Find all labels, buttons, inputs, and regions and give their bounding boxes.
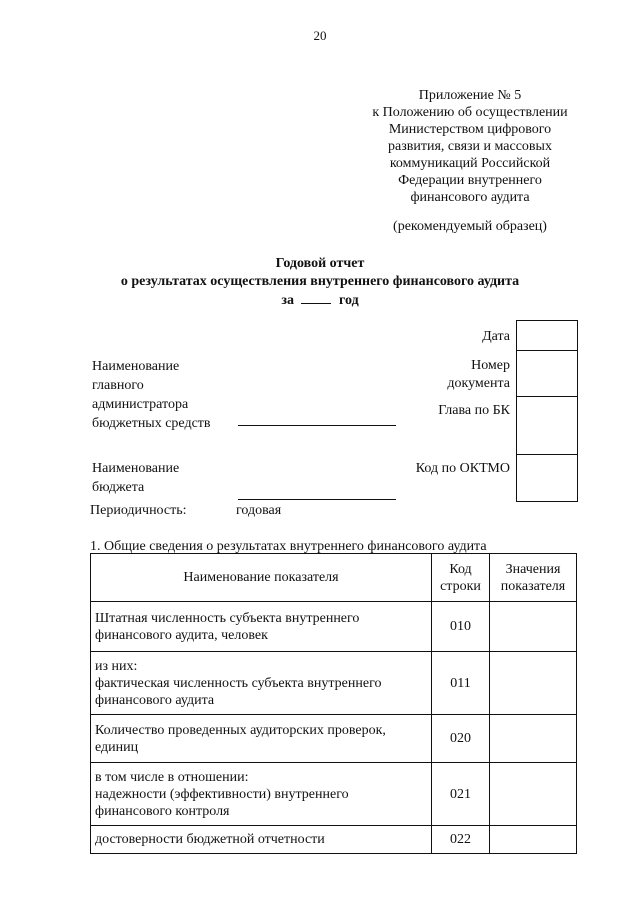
indicator-name — [91, 763, 432, 826]
indicator-name — [91, 826, 432, 854]
admin-name-label-line: главного — [92, 378, 144, 393]
admin-name-label — [92, 357, 211, 433]
row-code: 020 — [432, 715, 490, 763]
appendix-line: финансового аудита — [410, 190, 530, 205]
header-row-code — [432, 554, 490, 602]
oktmo-code-box[interactable] — [516, 454, 578, 502]
indicator-name — [91, 715, 432, 763]
appendix-line: коммуникаций Российской — [389, 156, 551, 171]
date-code-box[interactable] — [516, 320, 578, 351]
doc-number-code-box[interactable] — [516, 350, 578, 397]
table-row — [91, 652, 577, 715]
admin-name-field[interactable] — [238, 425, 396, 426]
admin-name-label-line: администратора — [92, 397, 189, 412]
appendix-line: Федерации внутреннего — [398, 173, 542, 188]
budget-name-label-line: Наименование — [92, 461, 180, 476]
indicator-value-cell[interactable] — [490, 715, 577, 763]
indicator-name-line: единиц — [95, 739, 139, 755]
indicator-name-line: Количество проведенных аудиторских проверок, — [95, 722, 386, 738]
indicator-name-line: финансового аудита, человек — [95, 627, 268, 643]
indicator-name-line: финансового контроля — [95, 803, 230, 819]
table-row — [91, 826, 577, 854]
row-code: 021 — [432, 763, 490, 826]
year-prefix: за — [281, 293, 294, 308]
table-row — [91, 763, 577, 826]
admin-name-label-line: бюджетных средств — [92, 416, 211, 431]
table-header-row — [91, 554, 577, 602]
indicator-value-cell[interactable] — [490, 602, 577, 652]
indicator-name-line: надежности (эффективности) внутреннего — [95, 786, 349, 802]
header-indicator-value — [490, 554, 577, 602]
row-code: 022 — [432, 826, 490, 854]
appendix-header — [340, 87, 600, 206]
appendix-line: к Положению об осуществлении — [372, 105, 568, 120]
periodicity-label: Периодичность: — [90, 503, 187, 518]
oktmo-label: Код по ОКТМО — [415, 461, 510, 476]
report-title: Годовой отчет — [275, 256, 365, 271]
budget-name-label-line: бюджета — [92, 480, 145, 495]
page-number: 20 — [313, 28, 327, 43]
report-year-line — [0, 291, 640, 310]
sample-label: (рекомендуемый образец) — [393, 219, 547, 234]
year-blank-field[interactable] — [301, 291, 331, 304]
appendix-line: развития, связи и массовых — [388, 139, 552, 154]
row-code: 011 — [432, 652, 490, 715]
section-title: 1. Общие сведения о результатах внутреннего финансового аудита — [90, 539, 487, 554]
report-subtitle: о результатах осуществления внутреннего финансового аудита — [120, 274, 520, 289]
indicators-table — [90, 553, 577, 854]
indicator-name-line: фактическая численность субъекта внутреннего — [95, 675, 382, 691]
admin-name-label-line: Наименование — [92, 359, 180, 374]
indicator-name-line: финансового аудита — [95, 692, 215, 708]
doc-number-label — [447, 357, 510, 393]
indicator-name — [91, 602, 432, 652]
header-row-code-line: Код — [449, 561, 472, 577]
indicator-name-line: достоверности бюджетной отчетности — [95, 832, 325, 847]
indicator-value-cell[interactable] — [490, 763, 577, 826]
appendix-line: Министерством цифрового — [388, 122, 552, 137]
periodicity-value: годовая — [236, 503, 282, 518]
indicator-value-cell[interactable] — [490, 826, 577, 854]
chapter-bk-code-box[interactable] — [516, 396, 578, 455]
indicator-name-line: Штатная численность субъекта внутреннего — [95, 610, 360, 626]
date-label: Дата — [482, 329, 510, 344]
indicator-name — [91, 652, 432, 715]
budget-name-field[interactable] — [238, 499, 396, 500]
row-code: 010 — [432, 602, 490, 652]
header-indicator-name: Наименование показателя — [91, 554, 432, 602]
header-indicator-value-line: Значения — [505, 561, 561, 577]
appendix-line: Приложение № 5 — [418, 88, 522, 103]
table-row — [91, 602, 577, 652]
indicator-value-cell[interactable] — [490, 652, 577, 715]
chapter-bk-label: Глава по БК — [438, 403, 510, 418]
year-suffix: год — [338, 293, 359, 308]
header-indicator-value-line: показателя — [500, 578, 566, 594]
doc-number-label-line: документа — [447, 376, 510, 391]
doc-number-label-line: Номер — [471, 358, 510, 373]
table-row — [91, 715, 577, 763]
indicator-name-line: в том числе в отношении: — [95, 769, 249, 785]
budget-name-label — [92, 459, 179, 497]
indicator-name-line: из них: — [95, 658, 138, 674]
header-row-code-line: строки — [440, 578, 481, 594]
